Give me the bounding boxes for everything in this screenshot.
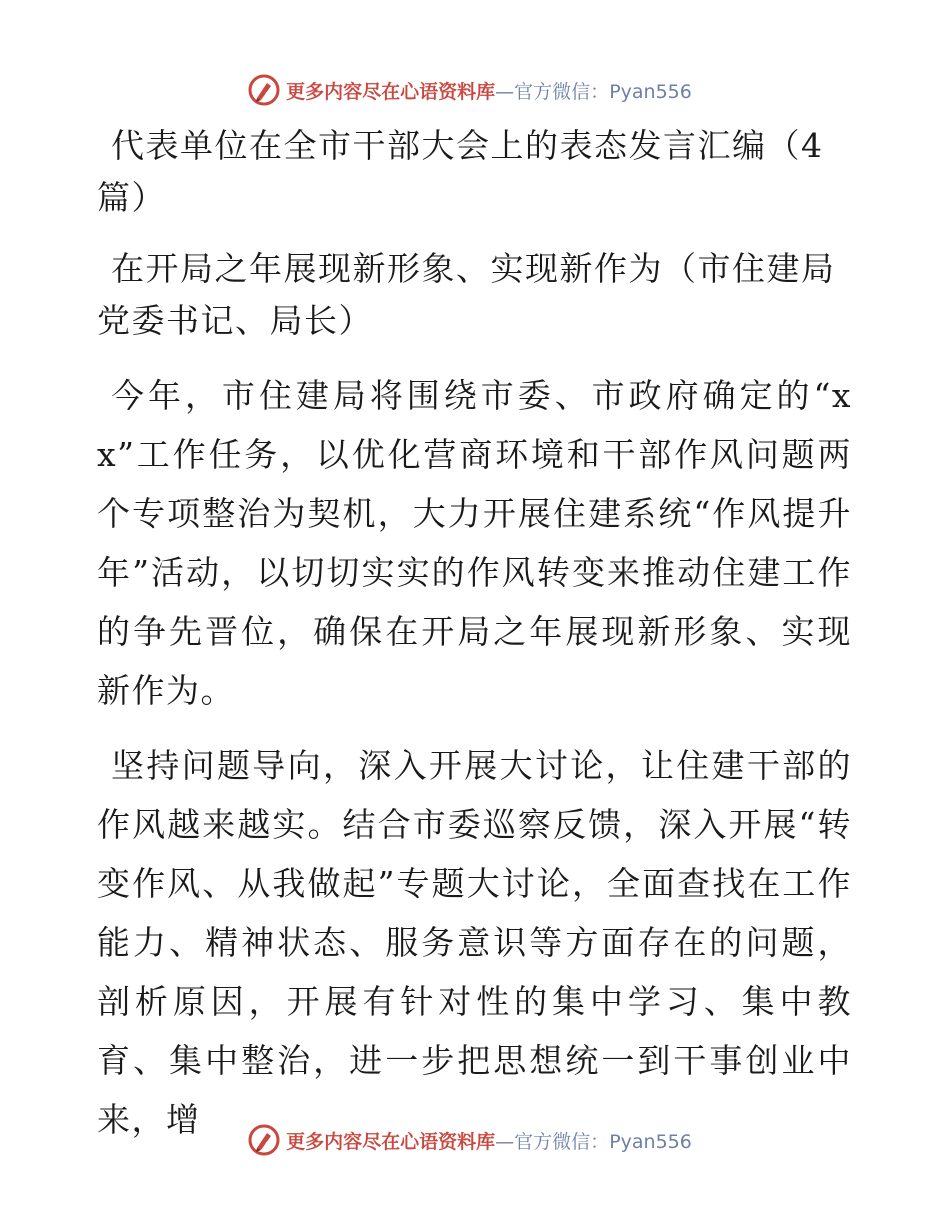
footer-banner-content — [248, 1124, 692, 1156]
header-banner — [0, 70, 950, 110]
paragraph-1: 今年，市住建局将围绕市委、市政府确定的“xx”工作任务，以优化营商环境和干部作风问题两个专项整治为契机，大力开展住建系统“作风提升年”活动，以切切实实的作风转变来推动住建工作的争先晋位，确保在开局之年展现新形象、实现新作为。 — [97, 376, 852, 710]
pen-logo-icon — [248, 1124, 280, 1156]
paragraph-2: 坚持问题导向，深入开展大讨论，让住建干部的作风越来越实。结合市委巡察反馈，深入开展“转变作风、从我做起”专题大讨论，全面查找在工作能力、精神状态、服务意识等方面存在的问题，剖析原因，开展有针对性的集中学习、集中教育、集中整治，进一步把思想统一到干事创业中来，增 — [97, 746, 852, 1139]
banner-dash: — — [495, 1130, 515, 1153]
footer-banner — [0, 1120, 950, 1160]
header-banner-content — [248, 74, 692, 106]
banner-wechat-id: Pyan556 — [609, 1130, 692, 1153]
banner-wechat-label: 官方微信： — [514, 1130, 610, 1153]
document-body — [97, 120, 852, 1149]
header-banner-text — [286, 77, 692, 104]
banner-wechat-id: Pyan556 — [609, 80, 692, 103]
document-subtitle: 在开局之年展现新形象、实现新作为（市住建局党委书记、局长） — [97, 249, 836, 340]
document-title: 代表单位在全市干部大会上的表态发言汇编（4篇） — [97, 126, 824, 217]
banner-main-text: 更多内容尽在心语资料库 — [286, 1130, 496, 1153]
banner-main-text: 更多内容尽在心语资料库 — [286, 80, 496, 103]
footer-banner-text — [286, 1127, 692, 1154]
pen-logo-icon — [248, 74, 280, 106]
banner-dash: — — [495, 80, 515, 103]
banner-wechat-label: 官方微信： — [514, 80, 610, 103]
